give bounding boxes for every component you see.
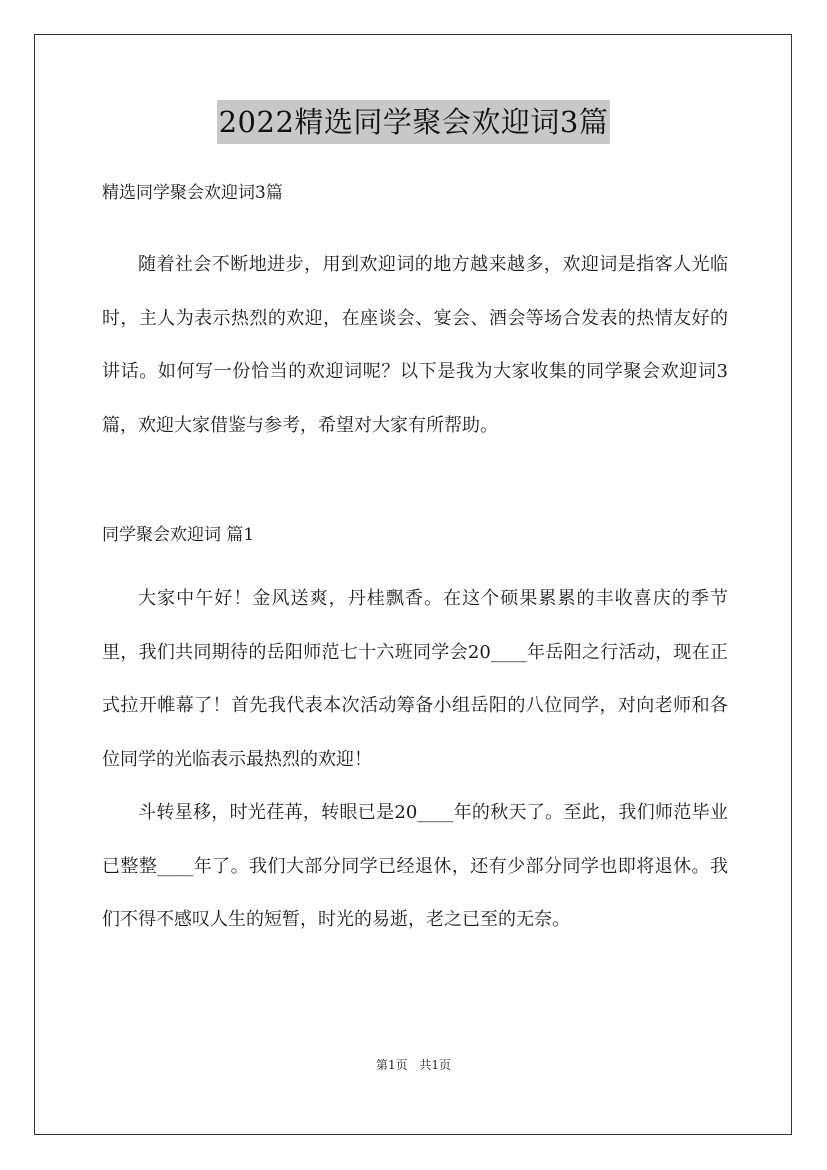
page-total: 共1页 xyxy=(419,1058,452,1072)
document-title: 2022精选同学聚会欢迎词3篇 xyxy=(217,100,611,144)
section-heading: 同学聚会欢迎词 篇1 xyxy=(102,525,255,545)
section-paragraph: 斗转星移，时光荏苒，转眼已是20____年的秋天了。至此，我们师范毕业已整整____年了。我们大部分同学已经退休，还有少部分同学也即将退休。我们不得不感叹人生的短暂，时光的易逝，老之已至的无奈。 xyxy=(102,802,728,930)
page-number: 第1页 xyxy=(375,1058,408,1072)
page-footer xyxy=(0,1056,827,1073)
intro-paragraph: 随着社会不断地进步，用到欢迎词的地方越来越多，欢迎词是指客人光临时，主人为表示热烈的欢迎，在座谈会、宴会、酒会等场合发表的热情友好的讲话。如何写一份恰当的欢迎词呢？以下是我为大家收集的同学聚会欢迎词3篇，欢迎大家借鉴与参考，希望对大家有所帮助。 xyxy=(102,254,728,436)
document-body xyxy=(102,176,728,947)
section-paragraph: 大家中午好！金风送爽，丹桂飘香。在这个硕果累累的丰收喜庆的季节里，我们共同期待的岳阳师范七十六班同学会20____年岳阳之行活动，现在正式拉开帷幕了！首先我代表本次活动筹备小组岳阳的八位同学，对向老师和各位同学的光临表示最热烈的欢迎！ xyxy=(102,588,728,770)
document-subtitle: 精选同学聚会欢迎词3篇 xyxy=(102,183,283,203)
title-container xyxy=(0,100,827,144)
